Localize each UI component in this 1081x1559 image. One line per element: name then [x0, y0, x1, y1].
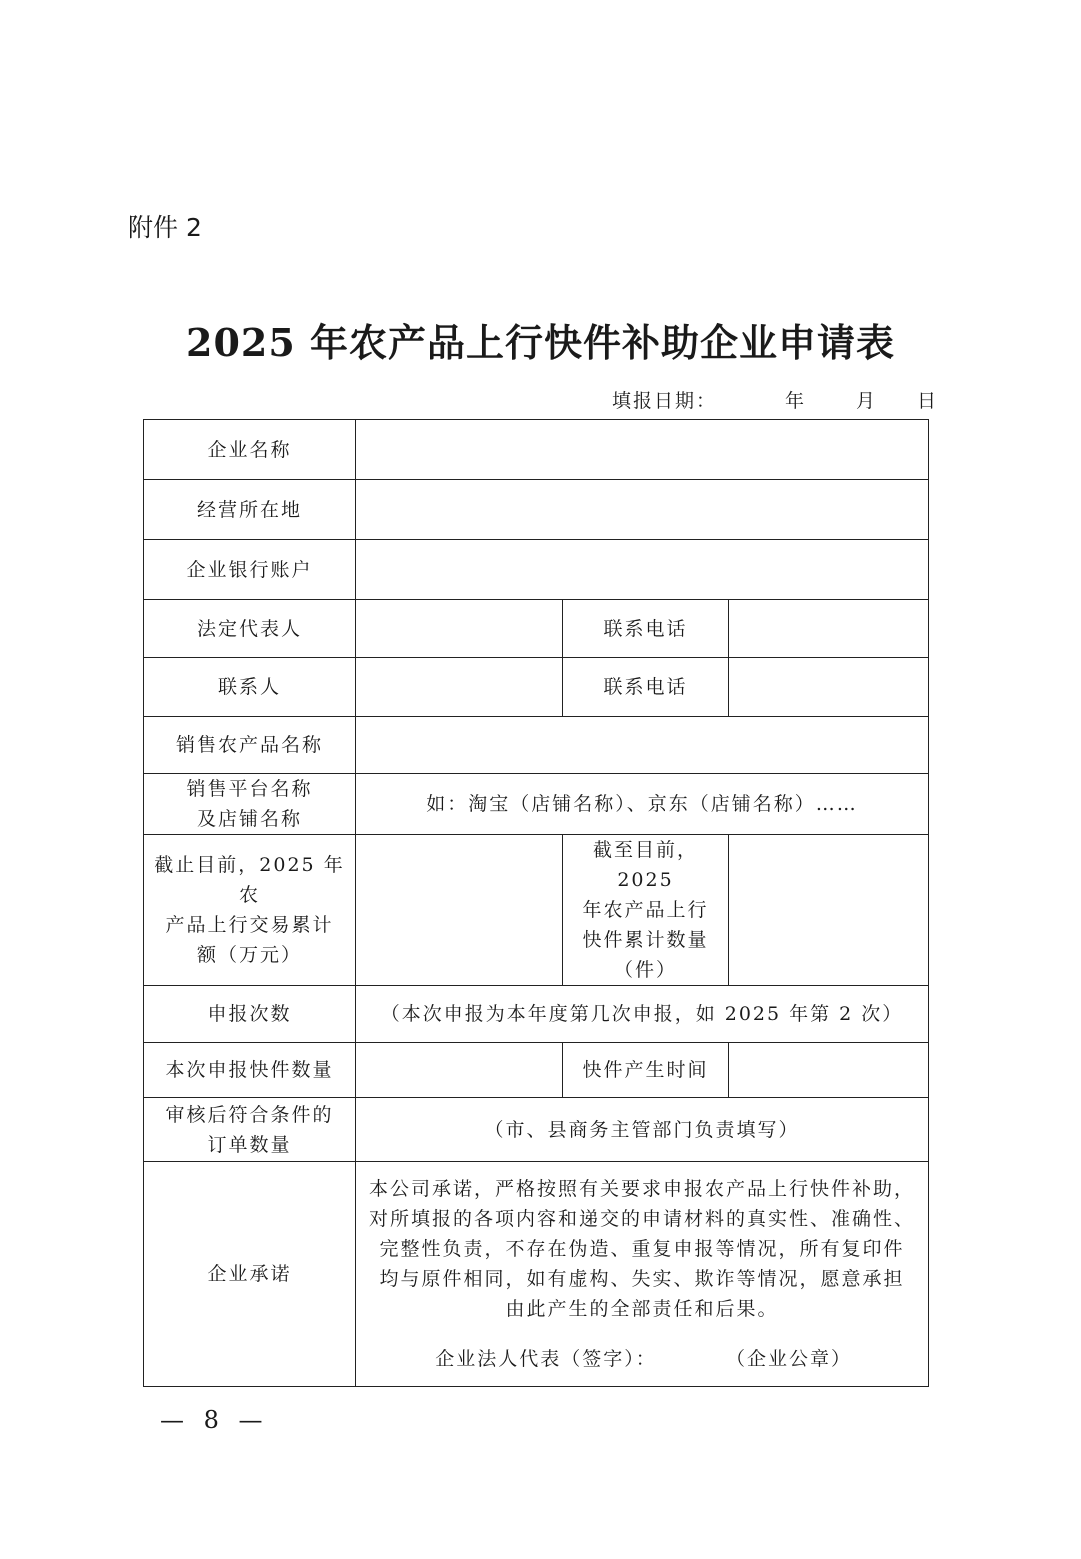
table-row [144, 1043, 929, 1098]
attachment-label: 附件 2 [128, 213, 202, 242]
fill-date [612, 386, 938, 413]
platform-label-line: 销售平台名称 [186, 778, 313, 800]
qualified-orders-hint[interactable]: （市、县商务主管部门负责填写） [356, 1098, 929, 1162]
application-form-table [143, 419, 929, 1387]
current-express-count-label: 本次申报快件数量 [144, 1043, 356, 1098]
current-express-count-field[interactable] [356, 1043, 563, 1098]
express-total-line: 快件累计数量 [582, 929, 709, 951]
trade-amount-line: 截止目前，2025 年农 [154, 854, 345, 906]
contact-phone-label: 联系电话 [563, 658, 729, 717]
qualified-orders-label [144, 1098, 356, 1162]
trade-amount-field[interactable] [356, 835, 563, 986]
legal-rep-phone-label: 联系电话 [563, 600, 729, 658]
business-address-field[interactable] [356, 480, 929, 540]
legal-rep-field[interactable] [356, 600, 563, 658]
fill-date-month: 月 [856, 390, 878, 412]
trade-amount-line: 产品上行交易累计 [165, 914, 334, 936]
platform-label-line: 及店铺名称 [196, 808, 302, 830]
fill-date-year: 年 [785, 390, 807, 412]
trade-amount-label [144, 835, 356, 986]
pledge-line: 由此产生的全部责任和后果。 [505, 1298, 779, 1320]
platform-example[interactable]: 如：淘宝（店铺名称）、京东（店铺名称）…… [356, 774, 929, 835]
table-row [144, 717, 929, 774]
pledge-line: 完整性负责，不存在伪造、重复申报等情况，所有复印件 [379, 1238, 905, 1260]
pledge-signature-label[interactable]: 企业法人代表（签字）： [435, 1348, 657, 1370]
contact-label: 联系人 [144, 658, 356, 717]
pledge-text [356, 1162, 929, 1387]
table-row [144, 1162, 929, 1387]
page-number: — 8 — [160, 1406, 269, 1434]
declaration-count-label: 申报次数 [144, 986, 356, 1043]
table-row [144, 986, 929, 1043]
express-time-field[interactable] [729, 1043, 929, 1098]
express-total-line: 年农产品上行 [582, 899, 709, 921]
fill-date-label: 填报日期： [612, 390, 718, 412]
table-row [144, 540, 929, 600]
form-title: 2025 年农产品上行快件补助企业申请表 [186, 320, 895, 365]
express-total-field[interactable] [729, 835, 929, 986]
trade-amount-line: 额（万元） [196, 944, 302, 966]
table-row [144, 774, 929, 835]
company-name-field[interactable] [356, 420, 929, 480]
table-row [144, 658, 929, 717]
express-time-label: 快件产生时间 [563, 1043, 729, 1098]
fill-date-day: 日 [917, 390, 939, 412]
declaration-count-hint[interactable]: （本次申报为本年度第几次申报，如 2025 年第 2 次） [356, 986, 929, 1043]
contact-phone-field[interactable] [729, 658, 929, 717]
pledge-line: 对所填报的各项内容和递交的申请材料的真实性、准确性、 [368, 1208, 915, 1230]
company-name-label: 企业名称 [144, 420, 356, 480]
products-field[interactable] [356, 717, 929, 774]
pledge-line: 本公司承诺，严格按照有关要求申报农产品上行快件补助， [368, 1178, 915, 1200]
pledge-line: 均与原件相同，如有虚构、失实、欺诈等情况，愿意承担 [379, 1268, 905, 1290]
contact-field[interactable] [356, 658, 563, 717]
table-row [144, 480, 929, 540]
table-row [144, 835, 929, 986]
products-label: 销售农产品名称 [144, 717, 356, 774]
table-row [144, 600, 929, 658]
business-address-label: 经营所在地 [144, 480, 356, 540]
platform-label [144, 774, 356, 835]
bank-account-field[interactable] [356, 540, 929, 600]
pledge-label: 企业承诺 [144, 1162, 356, 1387]
legal-rep-phone-field[interactable] [729, 600, 929, 658]
qualified-orders-line: 审核后符合条件的 [165, 1103, 334, 1126]
express-total-line: （件） [613, 959, 677, 981]
legal-rep-label: 法定代表人 [144, 600, 356, 658]
bank-account-label: 企业银行账户 [144, 540, 356, 600]
express-total-line: 截至目前，2025 [592, 839, 698, 891]
express-total-label [563, 835, 729, 986]
qualified-orders-line: 订单数量 [207, 1133, 292, 1156]
table-row [144, 420, 929, 480]
pledge-signature-row [366, 1344, 918, 1374]
pledge-seal-label: （企业公章） [726, 1348, 853, 1370]
table-row [144, 1098, 929, 1162]
